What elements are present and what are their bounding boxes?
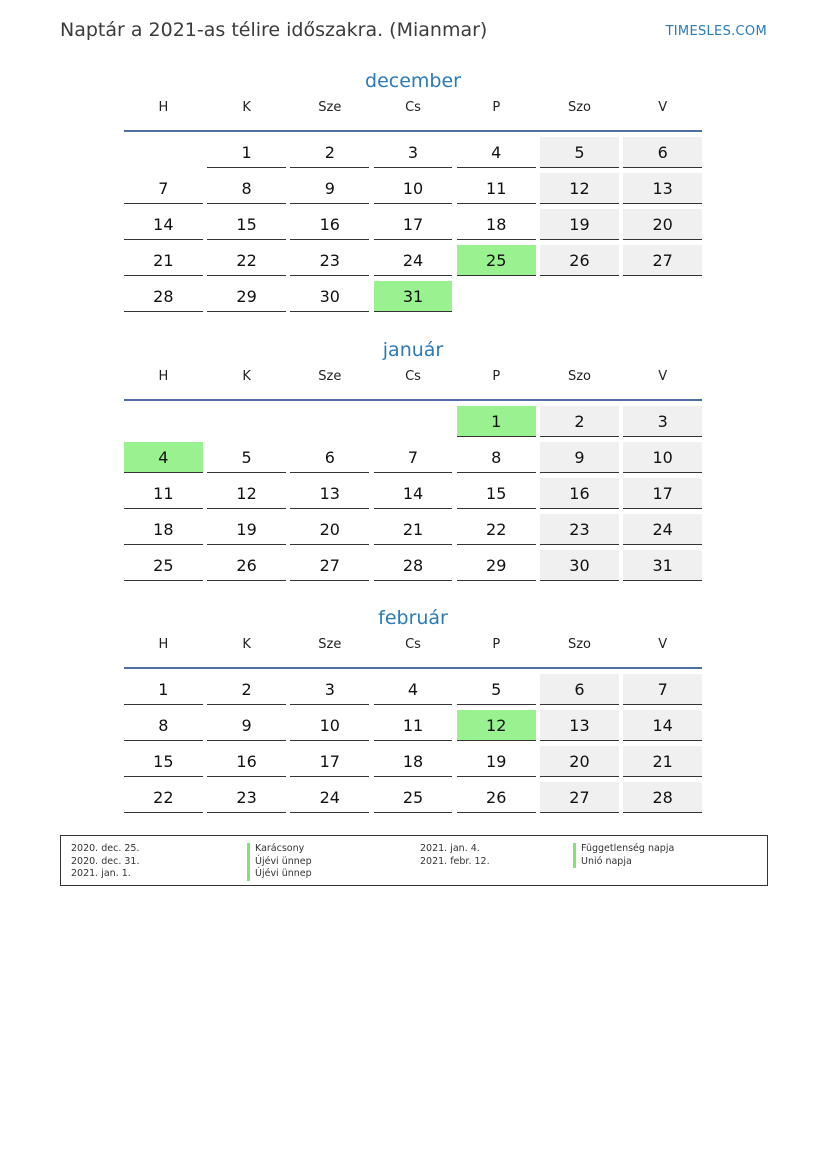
- weekday-label: Cs: [405, 100, 421, 115]
- weekday-label: H: [158, 637, 169, 652]
- day-cell: 10: [290, 710, 369, 741]
- empty-cell: [124, 406, 203, 437]
- day-cell: 22: [207, 245, 286, 276]
- weekday-label: H: [158, 369, 169, 384]
- day-cell: 18: [374, 746, 453, 777]
- weekday-label: Sze: [318, 100, 342, 115]
- weekday-label: P: [492, 637, 501, 652]
- day-cell: 1: [207, 137, 286, 168]
- day-cell: 26: [207, 550, 286, 581]
- weekday-label: P: [492, 100, 501, 115]
- day-cell: 7: [374, 442, 453, 473]
- weekend-day-cell: 9: [540, 442, 619, 473]
- weekend-day-cell: 13: [623, 173, 702, 204]
- day-cell: 19: [207, 514, 286, 545]
- empty-cell: [290, 406, 369, 437]
- weekday-label: Szo: [567, 100, 591, 115]
- day-cell: 29: [457, 550, 536, 581]
- day-cell: 11: [124, 478, 203, 509]
- weekend-day-cell: 17: [623, 478, 702, 509]
- weekend-day-cell: 3: [623, 406, 702, 437]
- day-cell: 21: [374, 514, 453, 545]
- holiday-legend: [60, 835, 768, 886]
- legend-names-left: [247, 843, 312, 881]
- legend-holiday-name: Unió napja: [573, 856, 674, 869]
- day-cell: 6: [290, 442, 369, 473]
- legend-date: 2021. febr. 12.: [420, 855, 490, 867]
- weekday-header: [124, 367, 702, 401]
- legend-holiday-name: Függetlenség napja: [573, 843, 674, 856]
- day-cell: 14: [374, 478, 453, 509]
- weekend-day-cell: 28: [623, 782, 702, 813]
- day-cell: 24: [374, 245, 453, 276]
- day-cell: 4: [374, 674, 453, 705]
- day-cell: 27: [290, 550, 369, 581]
- day-cell: 12: [207, 478, 286, 509]
- day-cell: 3: [290, 674, 369, 705]
- day-cell: 25: [124, 550, 203, 581]
- day-cell: 2: [290, 137, 369, 168]
- weekend-day-cell: 16: [540, 478, 619, 509]
- weekend-day-cell: 20: [540, 746, 619, 777]
- weekday-label: Cs: [405, 369, 421, 384]
- weekday-label: H: [158, 100, 169, 115]
- weekend-day-cell: 31: [623, 550, 702, 581]
- legend-date: 2020. dec. 25.: [71, 843, 140, 854]
- weekend-day-cell: 5: [540, 137, 619, 168]
- weekday-label: Sze: [318, 637, 342, 652]
- weekend-day-cell: 27: [540, 782, 619, 813]
- day-cell: 5: [457, 674, 536, 705]
- legend-date: 2021. jan. 4.: [420, 843, 480, 854]
- month-grid: [124, 669, 702, 813]
- empty-cell: [207, 406, 286, 437]
- week-row: [124, 442, 702, 473]
- week-row: [124, 746, 702, 777]
- day-cell: 30: [290, 281, 369, 312]
- weekday-header: [124, 98, 702, 132]
- weekday-label: V: [658, 100, 668, 115]
- week-row: [124, 281, 702, 312]
- week-row: [124, 245, 702, 276]
- weekend-day-cell: 7: [623, 674, 702, 705]
- weekday-label: Szo: [567, 637, 591, 652]
- day-cell: 8: [124, 710, 203, 741]
- weekday-label: K: [242, 100, 251, 115]
- weekday-header: [124, 635, 702, 669]
- month-grid: [124, 132, 702, 312]
- day-cell: 2: [207, 674, 286, 705]
- month-february: [124, 605, 702, 818]
- holiday-day-cell: 12: [457, 710, 536, 741]
- weekend-day-cell: 2: [540, 406, 619, 437]
- empty-cell: [457, 281, 536, 312]
- day-cell: 9: [207, 710, 286, 741]
- weekend-day-cell: 24: [623, 514, 702, 545]
- month-grid: [124, 401, 702, 581]
- day-cell: 28: [374, 550, 453, 581]
- weekend-day-cell: 30: [540, 550, 619, 581]
- week-row: [124, 710, 702, 741]
- month-name: december: [365, 70, 461, 92]
- weekend-day-cell: 14: [623, 710, 702, 741]
- week-row: [124, 406, 702, 437]
- empty-cell: [124, 137, 203, 168]
- weekend-day-cell: 27: [623, 245, 702, 276]
- holiday-day-cell: 25: [457, 245, 536, 276]
- day-cell: 7: [124, 173, 203, 204]
- day-cell: 16: [207, 746, 286, 777]
- brand-link[interactable]: TIMESLES.COM: [665, 24, 767, 39]
- weekend-day-cell: 23: [540, 514, 619, 545]
- week-row: [124, 173, 702, 204]
- week-row: [124, 209, 702, 240]
- legend-date: 2020. dec. 31.: [71, 855, 140, 867]
- day-cell: 3: [374, 137, 453, 168]
- day-cell: 29: [207, 281, 286, 312]
- day-cell: 20: [290, 514, 369, 545]
- week-row: [124, 137, 702, 168]
- weekday-label: Sze: [318, 369, 342, 384]
- month-name: január: [382, 339, 444, 361]
- day-cell: 15: [207, 209, 286, 240]
- weekend-day-cell: 12: [540, 173, 619, 204]
- day-cell: 17: [374, 209, 453, 240]
- day-cell: 25: [374, 782, 453, 813]
- weekend-day-cell: 6: [623, 137, 702, 168]
- day-cell: 19: [457, 746, 536, 777]
- empty-cell: [374, 406, 453, 437]
- day-cell: 22: [457, 514, 536, 545]
- holiday-day-cell: 31: [374, 281, 453, 312]
- day-cell: 14: [124, 209, 203, 240]
- week-row: [124, 782, 702, 813]
- day-cell: 28: [124, 281, 203, 312]
- day-cell: 5: [207, 442, 286, 473]
- weekday-label: V: [658, 637, 668, 652]
- weekend-day-cell: 13: [540, 710, 619, 741]
- legend-holiday-name: Újévi ünnep: [247, 856, 312, 869]
- week-row: [124, 478, 702, 509]
- day-cell: 21: [124, 245, 203, 276]
- day-cell: 17: [290, 746, 369, 777]
- weekday-label: Cs: [405, 637, 421, 652]
- day-cell: 10: [374, 173, 453, 204]
- day-cell: 23: [290, 245, 369, 276]
- legend-date: 2021. jan. 1.: [71, 868, 131, 879]
- day-cell: 16: [290, 209, 369, 240]
- month-january: [124, 337, 702, 586]
- day-cell: 11: [374, 710, 453, 741]
- day-cell: 24: [290, 782, 369, 813]
- weekend-day-cell: 10: [623, 442, 702, 473]
- day-cell: 15: [124, 746, 203, 777]
- legend-holiday-name: Újévi ünnep: [247, 868, 312, 881]
- empty-cell: [540, 281, 619, 312]
- legend-holiday-name: Karácsony: [247, 843, 312, 856]
- empty-cell: [623, 281, 702, 312]
- day-cell: 1: [124, 674, 203, 705]
- day-cell: 18: [457, 209, 536, 240]
- day-cell: 23: [207, 782, 286, 813]
- day-cell: 18: [124, 514, 203, 545]
- legend-dates-right: [420, 843, 490, 868]
- legend-dates-left: [71, 843, 139, 881]
- day-cell: 26: [457, 782, 536, 813]
- weekday-label: V: [658, 369, 668, 384]
- week-row: [124, 674, 702, 705]
- day-cell: 8: [207, 173, 286, 204]
- month-december: [124, 68, 702, 317]
- weekend-day-cell: 21: [623, 746, 702, 777]
- holiday-day-cell: 4: [124, 442, 203, 473]
- day-cell: 9: [290, 173, 369, 204]
- weekend-day-cell: 6: [540, 674, 619, 705]
- weekday-label: K: [242, 369, 251, 384]
- day-cell: 22: [124, 782, 203, 813]
- weekend-day-cell: 19: [540, 209, 619, 240]
- weekday-label: P: [492, 369, 501, 384]
- day-cell: 15: [457, 478, 536, 509]
- month-name: február: [378, 607, 448, 629]
- weekend-day-cell: 20: [623, 209, 702, 240]
- weekend-day-cell: 26: [540, 245, 619, 276]
- week-row: [124, 514, 702, 545]
- page-title: Naptár a 2021-as télire időszakra. (Mianmar): [60, 19, 488, 41]
- week-row: [124, 550, 702, 581]
- holiday-day-cell: 1: [457, 406, 536, 437]
- weekday-label: Szo: [567, 369, 591, 384]
- weekday-label: K: [242, 637, 251, 652]
- day-cell: 8: [457, 442, 536, 473]
- legend-names-right: [573, 843, 674, 868]
- day-cell: 11: [457, 173, 536, 204]
- day-cell: 4: [457, 137, 536, 168]
- day-cell: 13: [290, 478, 369, 509]
